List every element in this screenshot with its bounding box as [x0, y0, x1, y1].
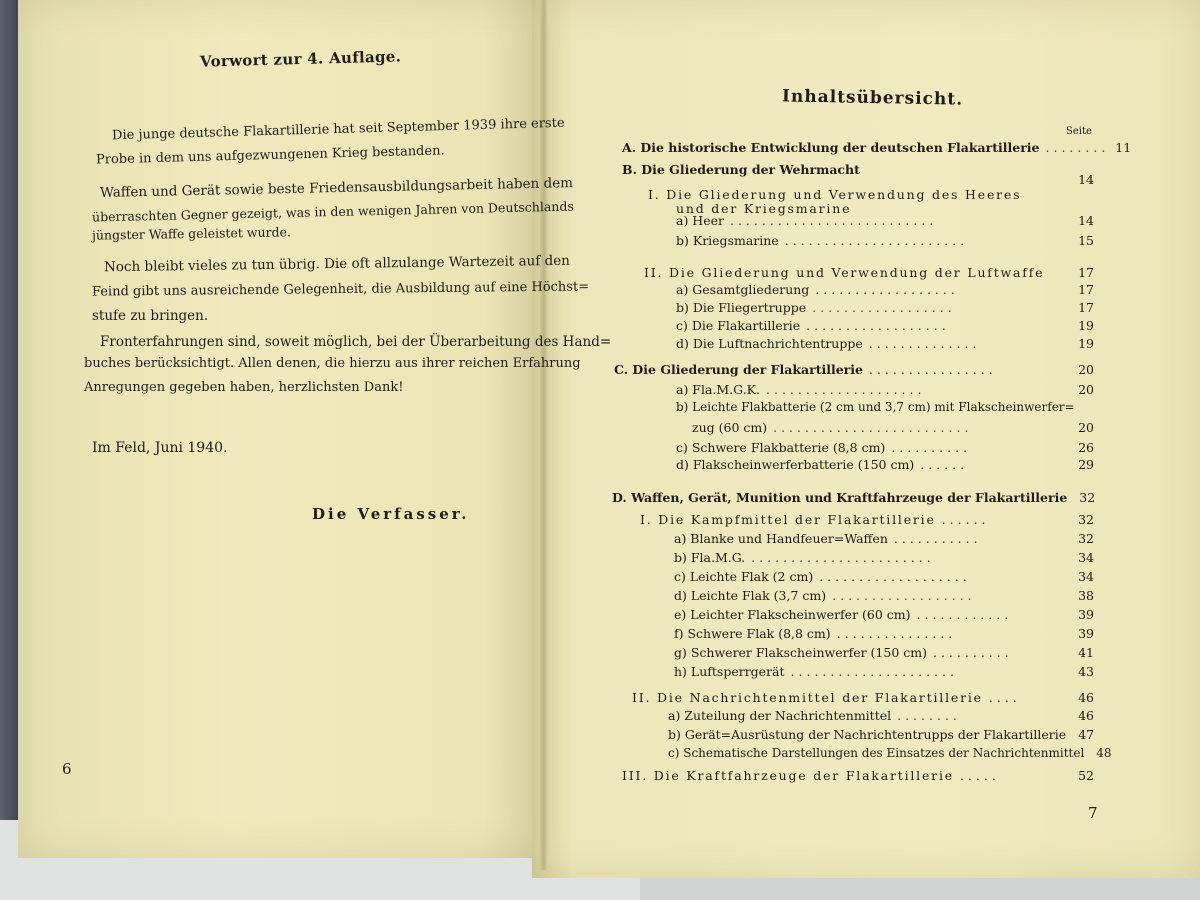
toc-entry: b) Gerät=Ausrüstung der Nachrichtentrupps der Flakartillerie 47	[668, 727, 1095, 742]
toc-entry: c) Schwere Flakbatterie (8,8 cm) .......... 26	[676, 440, 1094, 455]
preface-line: Noch bleibt vieles zu tun übrig. Die oft allzulange Wartezeit auf den	[103, 252, 571, 276]
preface-line: stufe zu bringen.	[92, 308, 209, 324]
preface-line: buches berücksichtigt. Allen denen, die hierzu aus ihrer reichen Erfahrung	[84, 356, 581, 371]
preface-title: Vorwort zur 4. Auflage.	[199, 47, 402, 71]
toc-entry: a) Heer .......................... 14	[676, 213, 1094, 228]
preface-line: Anregungen gegeben haben, herzlichsten Dank!	[84, 380, 404, 395]
seite-label: Seite	[1066, 126, 1092, 137]
toc-entry: c) Die Flakartillerie .................. 19	[676, 318, 1094, 333]
toc-entry: III. Die Kraftfahrzeuge der Flakartillerie ..... 52	[622, 768, 1094, 783]
toc-entry: A. Die historische Entwicklung der deutschen Flakartillerie ........ 11	[622, 140, 1132, 155]
toc-entry: II. Die Gliederung und Verwendung der Luftwaffe 17	[644, 265, 1094, 280]
toc-entry: a) Blanke und Handfeuer=Waffen ........... 32	[674, 531, 1094, 546]
toc-entry: B. Die Gliederung der Wehrmacht 14	[622, 162, 1094, 187]
toc-entry: h) Luftsperrgerät ..................... 43	[674, 664, 1094, 679]
preface-line: Fronterfahrungen sind, soweit möglich, bei der Überarbeitung des Hand=	[100, 334, 612, 350]
toc-entry: e) Leichter Flakscheinwerfer (60 cm) ............ 39	[674, 607, 1094, 622]
preface-line: Waffen und Gerät sowie beste Friedensausbildungsarbeit haben dem	[99, 175, 574, 201]
toc-title: Inhaltsübersicht.	[781, 86, 964, 110]
toc-entry: I. Die Gliederung und Verwendung des Heeres	[648, 187, 1022, 202]
toc-entry: c) Leichte Flak (2 cm) ................... 34	[674, 569, 1094, 584]
toc-entry: b) Die Fliegertruppe .................. 17	[676, 300, 1094, 315]
toc-entry: und der Kriegsmarine	[676, 201, 852, 216]
toc-entry: d) Leichte Flak (3,7 cm) .................. 38	[674, 588, 1094, 603]
preface-signature: Die Verfasser.	[312, 505, 470, 523]
toc-entry: a) Zuteilung der Nachrichtenmittel ........ 46	[668, 708, 1094, 723]
toc-entry: b) Fla.M.G. ....................... 34	[674, 550, 1094, 565]
toc-entry: C. Die Gliederung der Flakartillerie ................ 20	[614, 362, 1094, 377]
toc-entry: b) Kriegsmarine ....................... 15	[676, 233, 1094, 248]
toc-entry: g) Schwerer Flakscheinwerfer (150 cm) .......... 41	[674, 645, 1094, 660]
toc-entry: f) Schwere Flak (8,8 cm) ............... 39	[674, 626, 1094, 641]
toc-entry: II. Die Nachrichtenmittel der Flakartillerie .... 46	[632, 690, 1094, 705]
left-page-number: 6	[62, 760, 72, 778]
right-page-number: 7	[1088, 804, 1098, 822]
preface-line: Probe in dem uns aufgezwungenen Krieg bestanden.	[95, 143, 445, 168]
toc-entry: d) Flakscheinwerferbatterie (150 cm) ...... 29	[676, 457, 1094, 472]
preface-line: jüngster Waffe geleistet wurde.	[91, 224, 292, 243]
toc-entry: a) Gesamtgliederung .................. 17	[676, 282, 1094, 297]
toc-entry: D. Waffen, Gerät, Munition und Kraftfahrzeuge der Flakartillerie 32	[612, 490, 1096, 505]
preface-line: überraschten Gegner gezeigt, was in den wenigen Jahren von Deutschlands	[91, 198, 574, 225]
toc-entry: zug (60 cm) ......................... 20	[692, 420, 1094, 435]
toc-entry: a) Fla.M.G.K. .................... 20	[676, 382, 1094, 397]
toc-entry: b) Leichte Flakbatterie (2 cm und 3,7 cm) mit Flakscheinwerfer=	[676, 400, 1075, 414]
toc-entry: c) Schematische Darstellungen des Einsatzes der Nachrichtenmittel 48	[668, 746, 1112, 760]
preface-date: Im Feld, Juni 1940.	[92, 440, 228, 456]
toc-entry: d) Die Luftnachrichtentruppe .............. 19	[676, 336, 1094, 351]
preface-line: Feind gibt uns ausreichende Gelegenheit, die Ausbildung auf eine Höchst=	[91, 279, 590, 300]
toc-entry: I. Die Kampfmittel der Flakartillerie ...... 32	[640, 512, 1094, 527]
preface-line: Die junge deutsche Flakartillerie hat seit September 1939 ihre erste	[111, 115, 565, 144]
